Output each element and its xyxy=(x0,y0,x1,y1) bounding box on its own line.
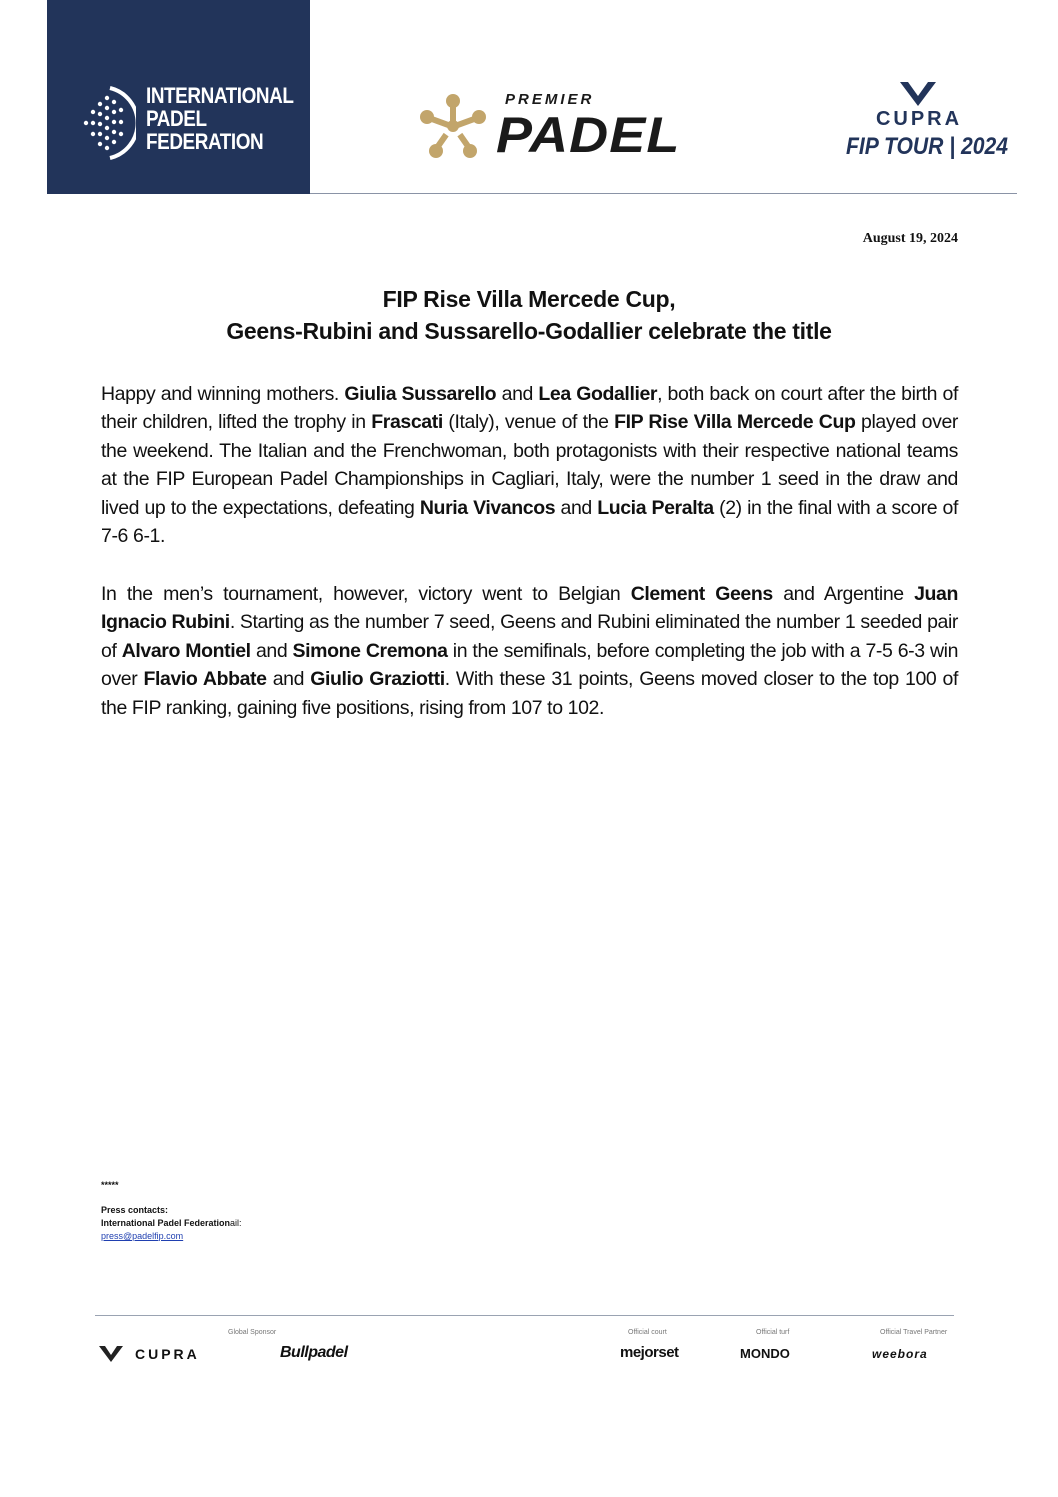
ipf-ball-logo-icon xyxy=(76,84,136,162)
ipf-logo-text xyxy=(146,84,294,153)
bold-text-run: Lucia Peralta xyxy=(597,496,714,519)
bold-text-run: Lea Godallier xyxy=(538,383,658,405)
fip-tour-label xyxy=(846,133,1008,161)
bold-text-run: Nuria Vivancos xyxy=(419,496,556,519)
header-divider xyxy=(310,193,1017,194)
page-title-line-2: Geens-Rubini and Sussarello-Godallier celebrate the title xyxy=(226,318,832,344)
fip-tour-year: 2024 xyxy=(961,133,1009,160)
bold-text-run: Juan Ignacio Rubini xyxy=(101,583,959,634)
press-release-date: August 19, 2024 xyxy=(862,231,958,246)
text-run: Happy and winning mothers. xyxy=(101,383,345,405)
body-paragraph-1 xyxy=(101,380,958,550)
text-run: In the men’s tournament, however, victory went to Belgian xyxy=(101,583,631,605)
premier-padel-flower-icon xyxy=(416,93,490,159)
press-email-link[interactable]: press@padelfip.com xyxy=(101,1231,184,1241)
text-run: (2) in the final with a score of 7-6 6-1. xyxy=(101,496,959,548)
text-run: and xyxy=(555,496,598,519)
cupra-wordmark: CUPRA xyxy=(875,108,963,130)
ipf-logo-line: FEDERATION xyxy=(146,129,264,154)
text-run: and Argentine xyxy=(772,583,915,605)
fip-tour-separator: | xyxy=(943,133,962,160)
weebora-logo: weebora xyxy=(872,1347,928,1361)
bold-text-run: Simone Cremona xyxy=(292,639,448,662)
bold-text-run: Giulio Graziotti xyxy=(310,668,445,691)
text-run: (Italy), venue of the xyxy=(442,411,615,434)
separator-stars: ***** xyxy=(101,1180,119,1190)
cupra-logo-icon xyxy=(898,80,938,108)
text-run: . Starting as the number 7 seed, Geens and Rubini eliminated the number 1 seeded pair of xyxy=(101,611,958,662)
bullpadel-logo: Bullpadel xyxy=(280,1344,348,1361)
sponsor-caption: Official Travel Partner xyxy=(880,1329,948,1336)
text-run: played over the weekend. The Italian and the Frenchwoman, both protagonists with their respective national teams at the FIP European Padel Championships in Cagliari, Italy, were the number 1 seed in the draw and lived up to the expectations, defeating xyxy=(101,411,958,519)
press-contacts-label: Press contacts: xyxy=(101,1205,169,1215)
bold-text-run: Frascati xyxy=(371,411,443,434)
footer-divider xyxy=(95,1315,954,1316)
press-contact-org-name: International Padel Federation xyxy=(101,1218,231,1228)
bold-text-run: FIP Rise Villa Mercede Cup xyxy=(614,411,856,434)
cupra-footer-logo-icon xyxy=(98,1345,124,1363)
cupra-footer-wordmark: CUPRA xyxy=(135,1346,200,1362)
bold-text-run: Clement Geens xyxy=(630,583,773,605)
press-contact-org-suffix: ail: xyxy=(230,1218,242,1228)
sponsor-caption: Official turf xyxy=(756,1329,790,1336)
mejorset-logo: mejorset xyxy=(620,1344,679,1361)
fip-tour-text: FIP TOUR xyxy=(846,133,944,160)
sponsor-caption: Official court xyxy=(628,1329,667,1336)
sponsor-caption: Global Sponsor xyxy=(228,1329,277,1336)
text-run: and xyxy=(266,668,311,691)
body-paragraph-2 xyxy=(101,580,958,722)
page-title-line-1: FIP Rise Villa Mercede Cup, xyxy=(382,286,676,312)
text-run: , both back on court after the birth of their children, lifted the trophy in xyxy=(101,383,958,434)
text-run: and xyxy=(496,383,539,405)
ipf-logo-line: PADEL xyxy=(146,106,207,131)
text-run: . With these 31 points, Geens moved closer to the top 100 of the FIP ranking, gaining five positions, rising from 107 to 102. xyxy=(101,668,958,719)
press-contact-org xyxy=(101,1217,242,1229)
bold-text-run: Giulia Sussarello xyxy=(344,383,497,405)
text-run: in the semifinals, before completing the job with a 7-5 6-3 win over xyxy=(101,639,959,691)
text-run: and xyxy=(250,639,293,662)
premier-padel-main-word: PADEL xyxy=(496,107,681,163)
ipf-logo-line: INTERNATIONAL xyxy=(146,83,294,108)
bold-text-run: Flavio Abbate xyxy=(143,668,267,691)
bold-text-run: Alvaro Montiel xyxy=(121,639,251,662)
mondo-logo: MONDO xyxy=(740,1346,790,1361)
premier-padel-top-word: PREMIER xyxy=(505,91,595,108)
